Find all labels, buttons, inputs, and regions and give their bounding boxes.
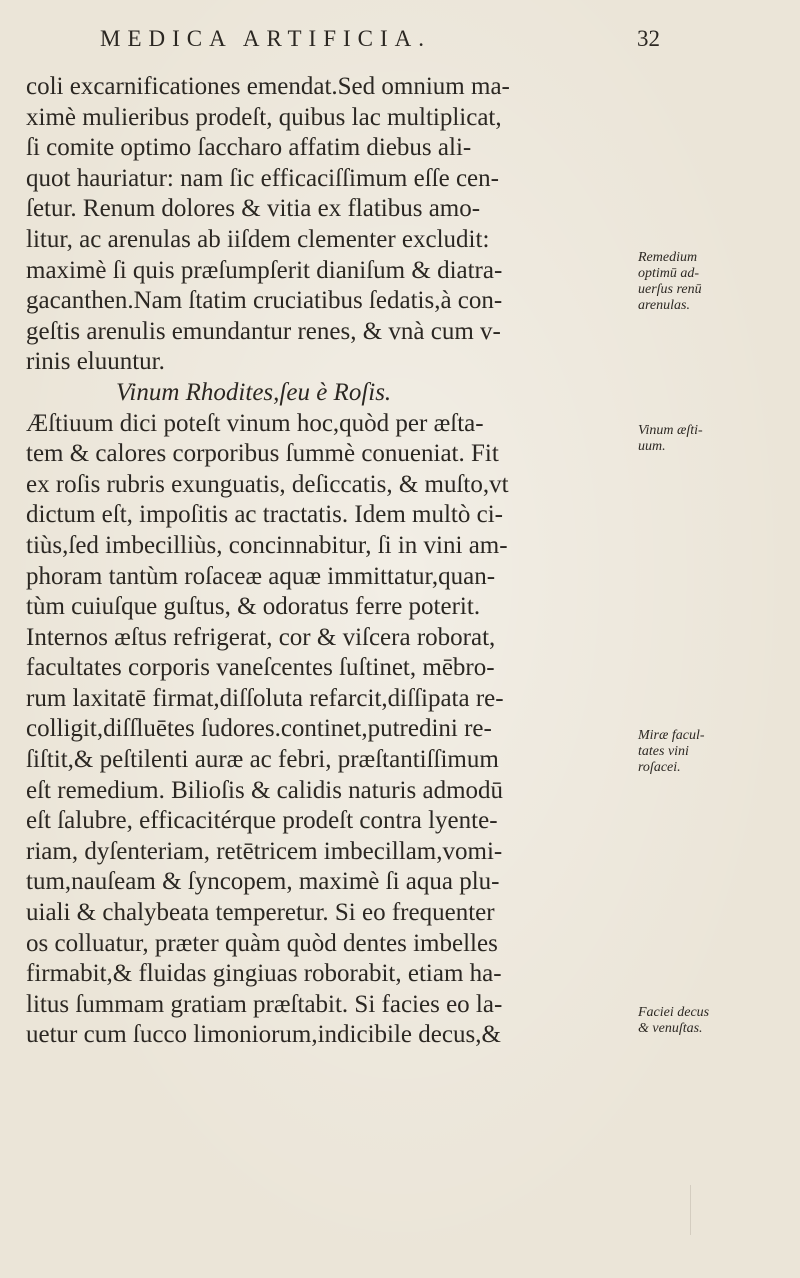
text-line: phoram tantùm roſaceæ aquæ immittatur,quan- [26, 562, 496, 590]
margin-note-line: arenulas. [638, 298, 690, 313]
page-number: 32 [637, 26, 660, 51]
text-line: dictum eſt, impoſitis ac tractatis. Idem multò ci- [26, 501, 503, 529]
text-line: ſiſtit,& peſtilenti auræ ac febri, præſtantiſſimum [26, 746, 499, 774]
text-line: Æſtiuum dici poteſt vinum hoc,quòd per æſta- [26, 409, 484, 437]
text-line: eſt remedium. Bilioſis & calidis naturis admodū [26, 776, 504, 804]
text-line: tum,nauſeam & ſyncopem, maximè ſi aqua plu- [26, 868, 500, 896]
text-line: ſi comite optimo ſaccharo affatim diebus ali- [26, 134, 472, 162]
margin-note-line: Faciei decus [638, 1005, 710, 1020]
margin-note-rose-wine [638, 728, 705, 776]
text-line: ximè mulieribus prodeſt, quibus lac multiplicat, [26, 103, 502, 131]
text-line: rum laxitatē firmat,diſſoluta refarcit,diſſipata re- [26, 684, 504, 712]
margin-note-line: optimū ad- [638, 266, 700, 281]
text-line: litus ſummam gratiam præſtabit. Si facies eo la- [26, 990, 503, 1018]
paper-mark [690, 1185, 691, 1235]
text-line: coli excarnificationes emendat.Sed omnium ma- [26, 73, 510, 100]
text-line: rinis eluuntur. [26, 348, 165, 376]
text-line: firmabit,& fluidas gingiuas roborabit, etiam ha- [26, 960, 502, 988]
text-line: facultates corporis vaneſcentes ſuſtinet, mēbro- [26, 654, 495, 682]
text-line: maximè ſi quis præſumpſerit dianiſum & diatra- [26, 256, 503, 284]
margin-note-line: Remedium [638, 250, 698, 265]
margin-note-summer-wine [638, 423, 703, 455]
margin-note-line: Vinum æſti- [638, 423, 703, 438]
text-line: uiali & chalybeata temperetur. Si eo frequenter [26, 899, 495, 927]
text-line: riam, dyſenteriam, retētricem imbecillam,vomi- [26, 837, 503, 865]
main-text-block [26, 72, 626, 1051]
text-line: litur, ac arenulas ab iiſdem clementer excludit: [26, 225, 490, 253]
text-line: tiùs,ſed imbecilliùs, concinnabitur, ſi in vini am- [26, 531, 508, 559]
text-line: colligit,diſſluētes ſudores.continet,putredini re- [26, 715, 492, 743]
margin-note-line: Miræ facul- [638, 728, 705, 743]
text-line: ex roſis rubris exunguatis, deſiccatis, & muſto,vt [26, 470, 509, 498]
running-head-title: MEDICA ARTIFICIA. [100, 26, 432, 51]
text-line: Internos æſtus refrigerat, cor & viſcera roborat, [26, 623, 496, 651]
margin-note-remedy [638, 250, 702, 314]
section-heading: Vinum Rhodites,ſeu è Roſis. [116, 378, 392, 406]
running-head [100, 26, 660, 62]
text-line: geſtis arenulis emundantur renes, & vnà cum v- [26, 317, 501, 345]
text-line: tùm cuiuſque guſtus, & odoratus ferre poterit. [26, 593, 481, 621]
text-line: tem & calores corporibus ſummè conueniat. Fit [26, 440, 499, 468]
text-line: uetur cum ſucco limoniorum,indicibile decus,& [26, 1021, 501, 1049]
text-line: quot hauriatur: nam ſic efficaciſſimum eſſe cen- [26, 164, 499, 192]
margin-note-line: uerſus renū [638, 282, 702, 297]
margin-note-line: & venuſtas. [638, 1021, 703, 1036]
margin-note-line: tates vini [638, 744, 689, 759]
margin-note-face-beauty [638, 1005, 709, 1037]
margin-note-line: uum. [638, 439, 666, 454]
text-line: eſt ſalubre, efficacitérque prodeſt contra lyente- [26, 807, 498, 835]
margin-note-line: roſacei. [638, 760, 681, 775]
text-line: os colluatur, præter quàm quòd dentes imbelles [26, 929, 498, 957]
text-line: gacanthen.Nam ſtatim cruciatibus ſedatis,à con- [26, 287, 503, 315]
text-line: ſetur. Renum dolores & vitia ex flatibus amo- [26, 195, 481, 223]
